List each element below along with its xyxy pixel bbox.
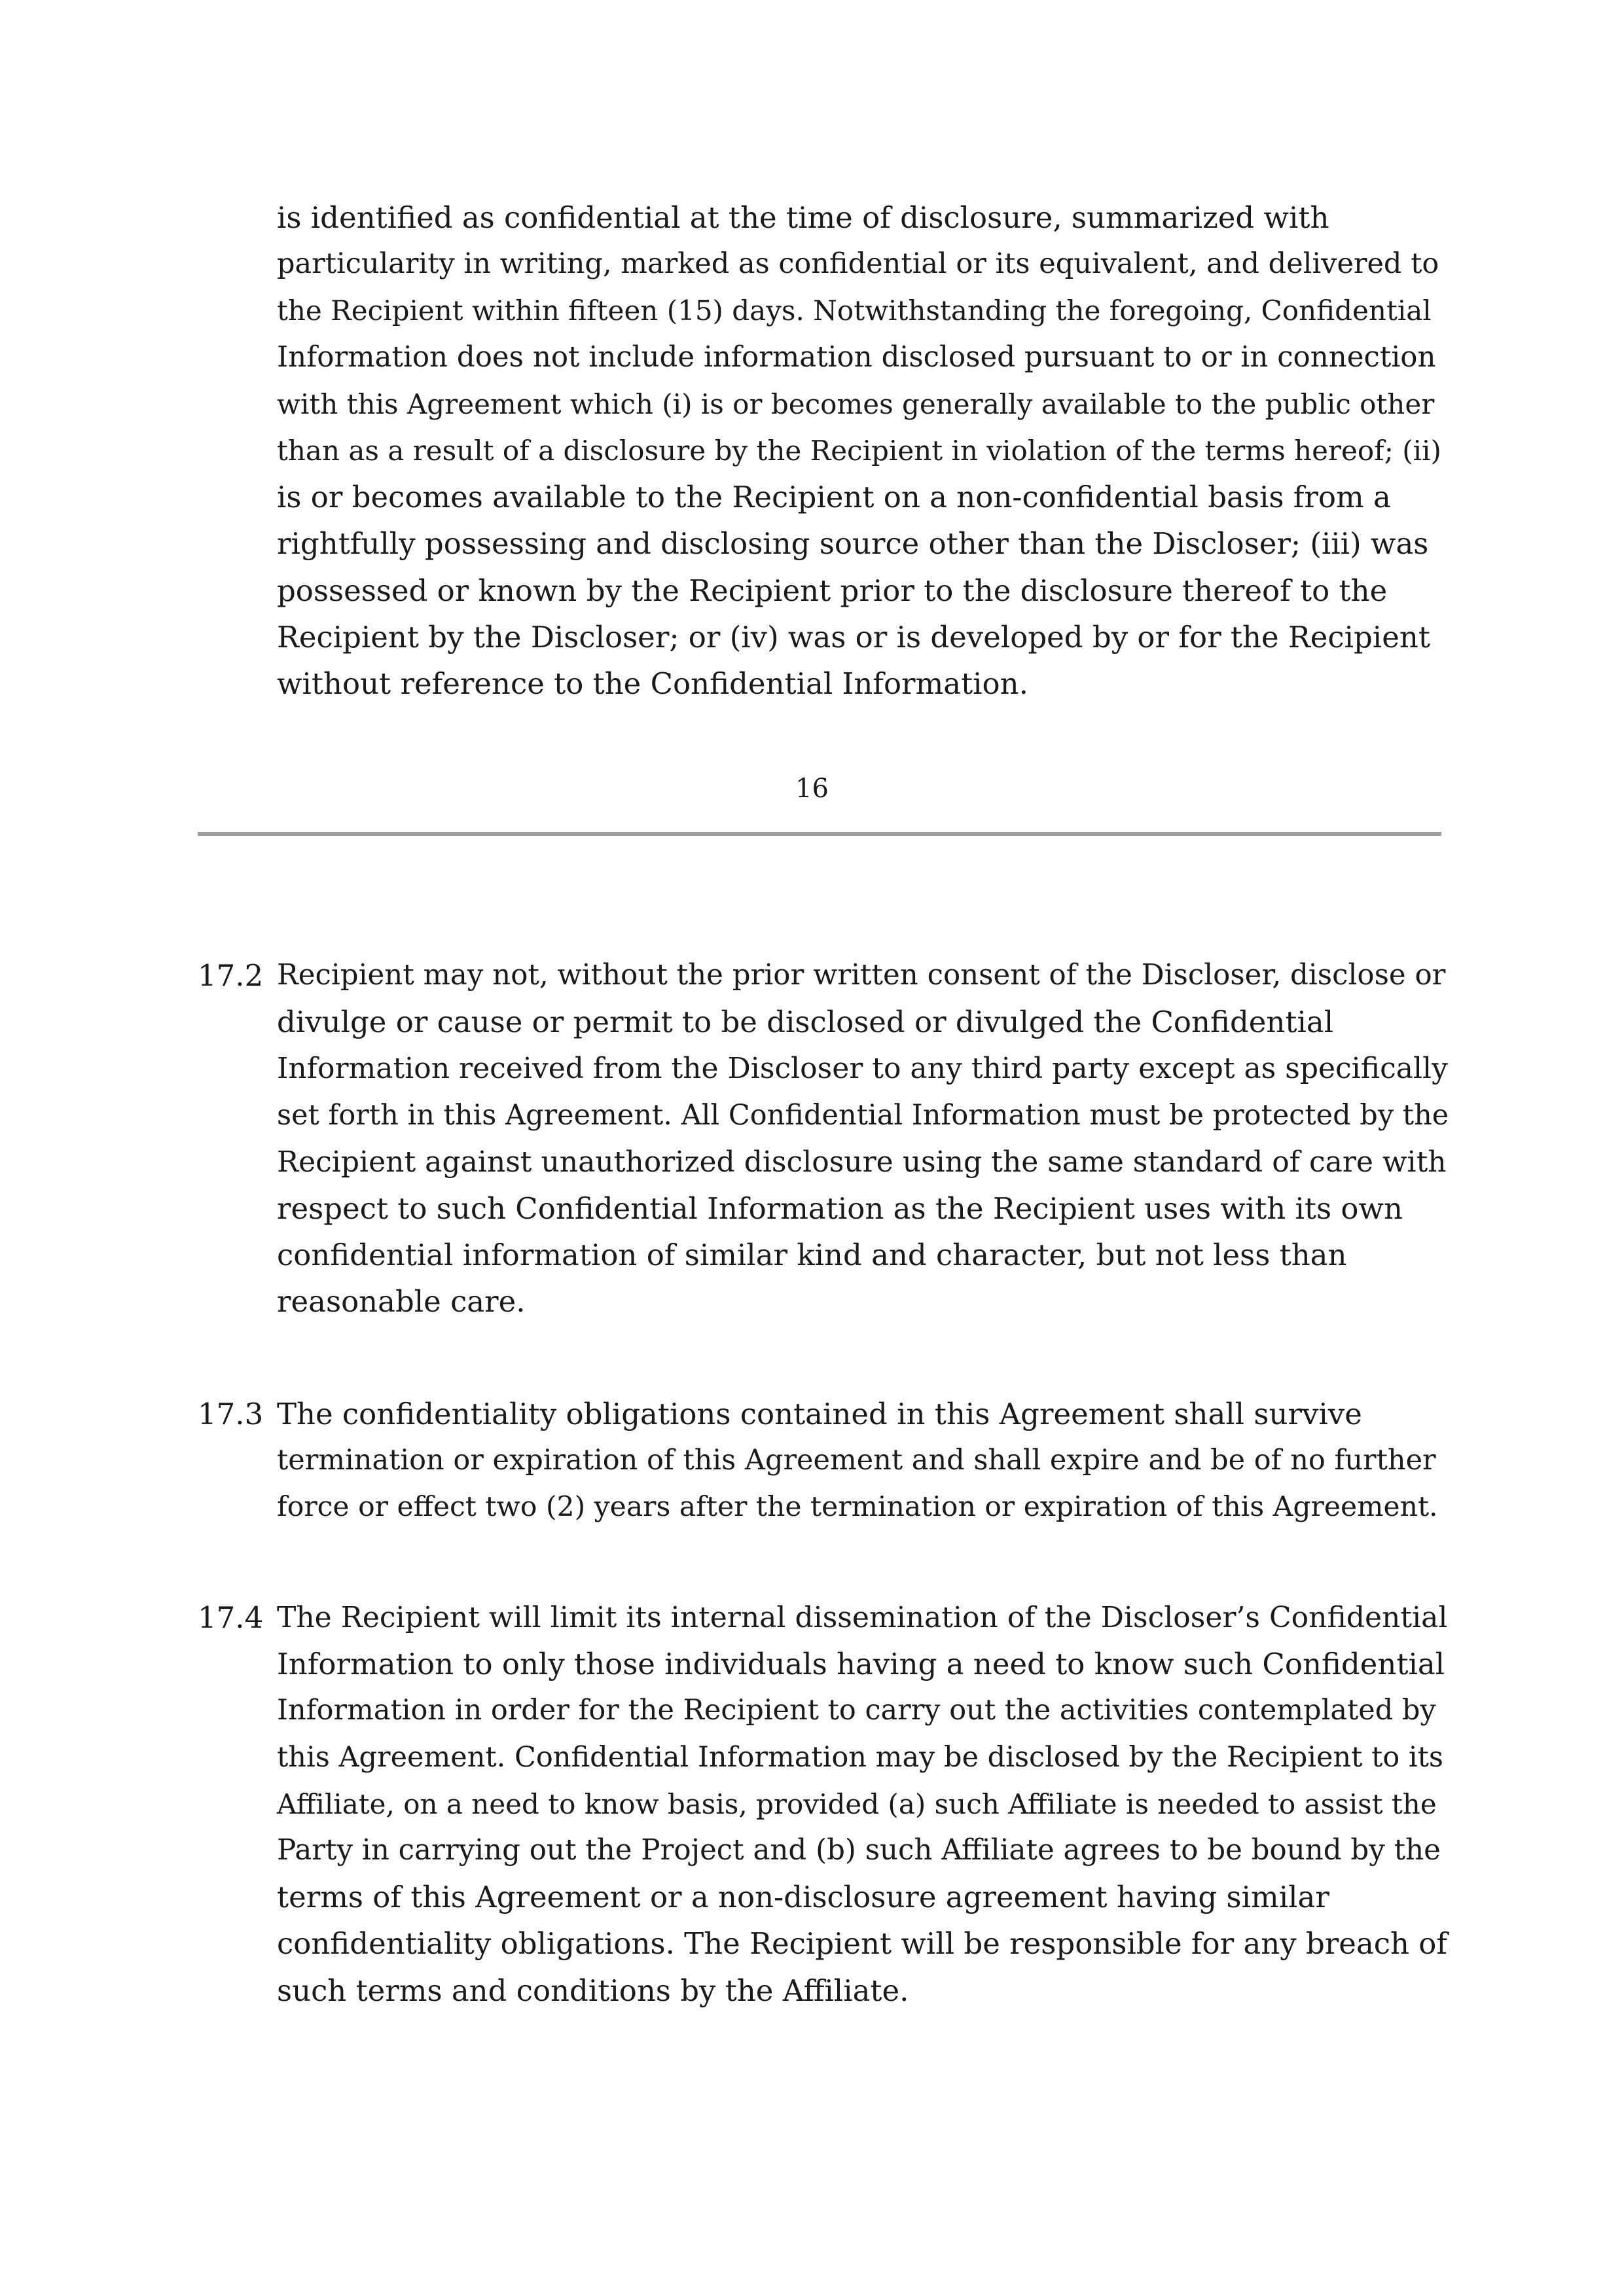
clause-text <box>277 1594 1449 2014</box>
clause-line: such terms and conditions by the Affiliate. <box>277 1973 909 2008</box>
clause-line: force or effect two (2) years after the termination or expiration of this Agreement. <box>277 1491 1438 1524</box>
paragraph-line: without reference to the Confidential Information. <box>277 666 1028 702</box>
paragraph-line: possessed or known by the Recipient prior to the disclosure thereof to the <box>277 573 1388 608</box>
clause-line: Party in carrying out the Project and (b) such Affiliate agrees to be bound by the <box>277 1834 1441 1867</box>
continued-paragraph <box>277 194 1442 707</box>
clause-line: confidentiality obligations. The Recipient will be responsible for any breach of <box>277 1926 1448 1962</box>
clause-number: 17.2 <box>198 958 264 993</box>
paragraph-line: particularity in writing, marked as confidential or its equivalent, and delivered to <box>277 247 1439 281</box>
clause-line: terms of this Agreement or a non-disclosure agreement having similar <box>277 1880 1329 1915</box>
page-number: 16 <box>795 774 829 804</box>
clause-text <box>277 952 1449 1325</box>
clause-line: The Recipient will limit its internal dissemination of the Discloser’s Confidential <box>277 1601 1448 1634</box>
paragraph-line: is identified as confidential at the time of disclosure, summarized with <box>277 200 1329 235</box>
clause-line: termination or expiration of this Agreement and shall expire and be of no further <box>277 1444 1436 1477</box>
paragraph-line: Information does not include information disclosed pursuant to or in connection <box>277 340 1436 374</box>
page-break-divider <box>198 832 1441 836</box>
clause-line: Information to only those individuals having a need to know such Confidential <box>277 1647 1445 1682</box>
clause-line: Recipient may not, without the prior written consent of the Discloser, disclose or <box>277 959 1446 992</box>
clause-line: respect to such Confidential Information as the Recipient uses with its own <box>277 1191 1403 1227</box>
paragraph-line: with this Agreement which (i) is or becomes generally available to the public other <box>277 387 1435 420</box>
clause-line: Affiliate, on a need to know basis, provided (a) such Affiliate is needed to assist the <box>277 1787 1437 1820</box>
clause-line: reasonable care. <box>277 1284 526 1319</box>
clause-number: 17.4 <box>198 1600 264 1635</box>
paragraph-line: is or becomes available to the Recipient on a non-confidential basis from a <box>277 480 1391 515</box>
paragraph-line: the Recipient within fifteen (15) days. Notwithstanding the foregoing, Confidential <box>277 295 1432 327</box>
clause-number: 17.3 <box>198 1397 264 1431</box>
clause-line: this Agreement. Confidential Information may be disclosed by the Recipient to its <box>277 1740 1444 1774</box>
clause-line: confidential information of similar kind and character, but not less than <box>277 1238 1347 1273</box>
clause-text <box>277 1391 1449 1531</box>
paragraph-line: Recipient by the Discloser; or (iv) was or is developed by or for the Recipient <box>277 619 1430 655</box>
clause-line: The confidentiality obligations contained in this Agreement shall survive <box>277 1397 1362 1431</box>
clause-line: Information in order for the Recipient to carry out the activities contemplated by <box>277 1694 1436 1727</box>
paragraph-line: than as a result of a disclosure by the Recipient in violation of the terms hereof; (ii) <box>277 435 1441 467</box>
clause-line: Recipient against unauthorized disclosure using the same standard of care with <box>277 1145 1447 1179</box>
clause-line: Information received from the Discloser to any third party except as specifically <box>277 1052 1448 1086</box>
paragraph-line: rightfully possessing and disclosing source other than the Discloser; (iii) was <box>277 526 1429 562</box>
clause-line: divulge or cause or permit to be disclosed or divulged the Confidential <box>277 1005 1334 1040</box>
clause-line: set forth in this Agreement. All Confidential Information must be protected by the <box>277 1098 1449 1132</box>
